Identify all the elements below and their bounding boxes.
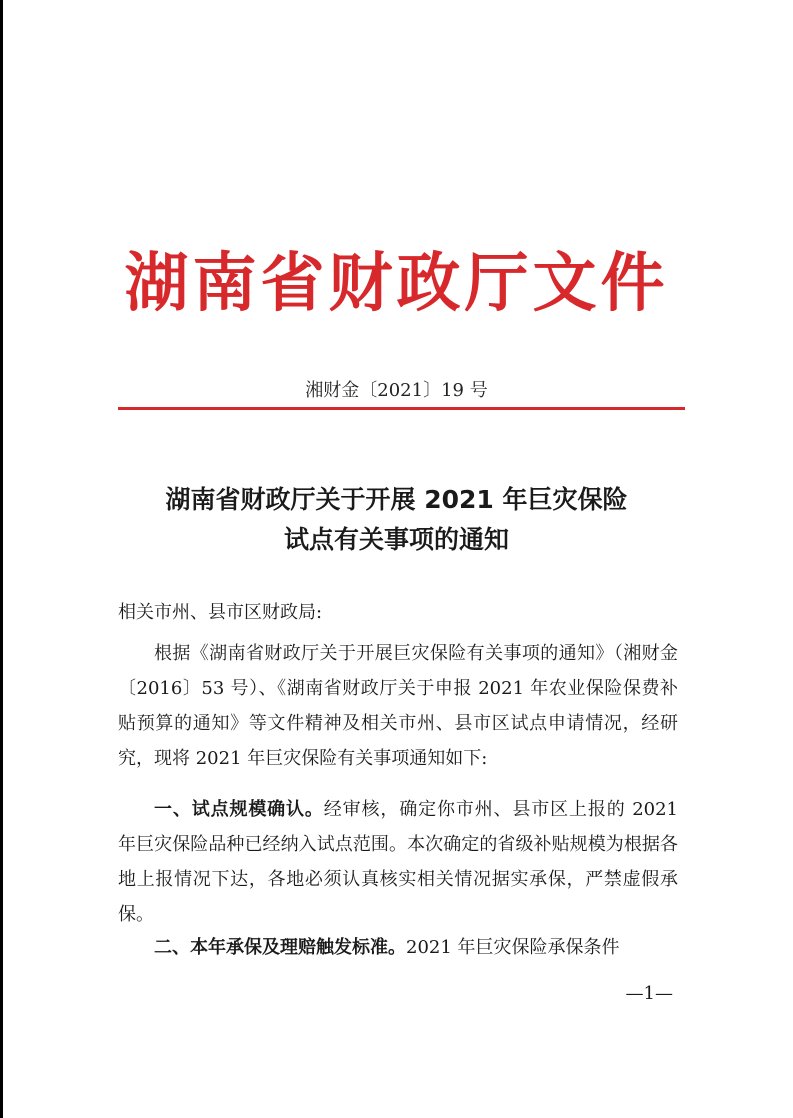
document-masthead: 湖南省财政厅文件	[124, 247, 669, 321]
paragraph-section-2	[118, 930, 678, 965]
paragraph-section-1	[118, 792, 678, 932]
section-2-text: 2021 年巨灾保险承保条件	[406, 937, 620, 958]
title-line-1: 湖南省财政厅关于开展 2021 年巨灾保险	[165, 485, 628, 514]
section-1-heading: 一、试点规模确认。	[154, 799, 324, 820]
page-number: —1—	[625, 983, 673, 1004]
document-number: 湘财金〔2021〕19 号	[305, 380, 488, 401]
title-line-2: 试点有关事项的通知	[283, 525, 509, 554]
section-2-heading: 二、本年承保及理赔触发标准。	[154, 937, 406, 958]
paragraph-intro: 根据《湖南省财政厅关于开展巨灾保险有关事项的通知》（湘财金〔2016〕53 号）、《湖南省财政厅关于申报 2021 年农业保险保费补贴预算的通知》等文件精神及相关市州、县市区试点申请情况，经研究，现将 2021 年巨灾保险有关事项通知如下:	[118, 643, 678, 769]
red-separator-rule	[118, 407, 685, 410]
salutation: 相关市州、县市区财政局:	[118, 602, 323, 623]
document-title	[0, 480, 793, 560]
section-1-text: 经审核，确定你市州、县市区上报的 2021 年巨灾保险品种已经纳入试点范围。本次确定的省级补贴规模为根据各地上报情况下达，各地必须认真核实相关情况据实承保，严禁虚假承保。	[118, 799, 679, 925]
